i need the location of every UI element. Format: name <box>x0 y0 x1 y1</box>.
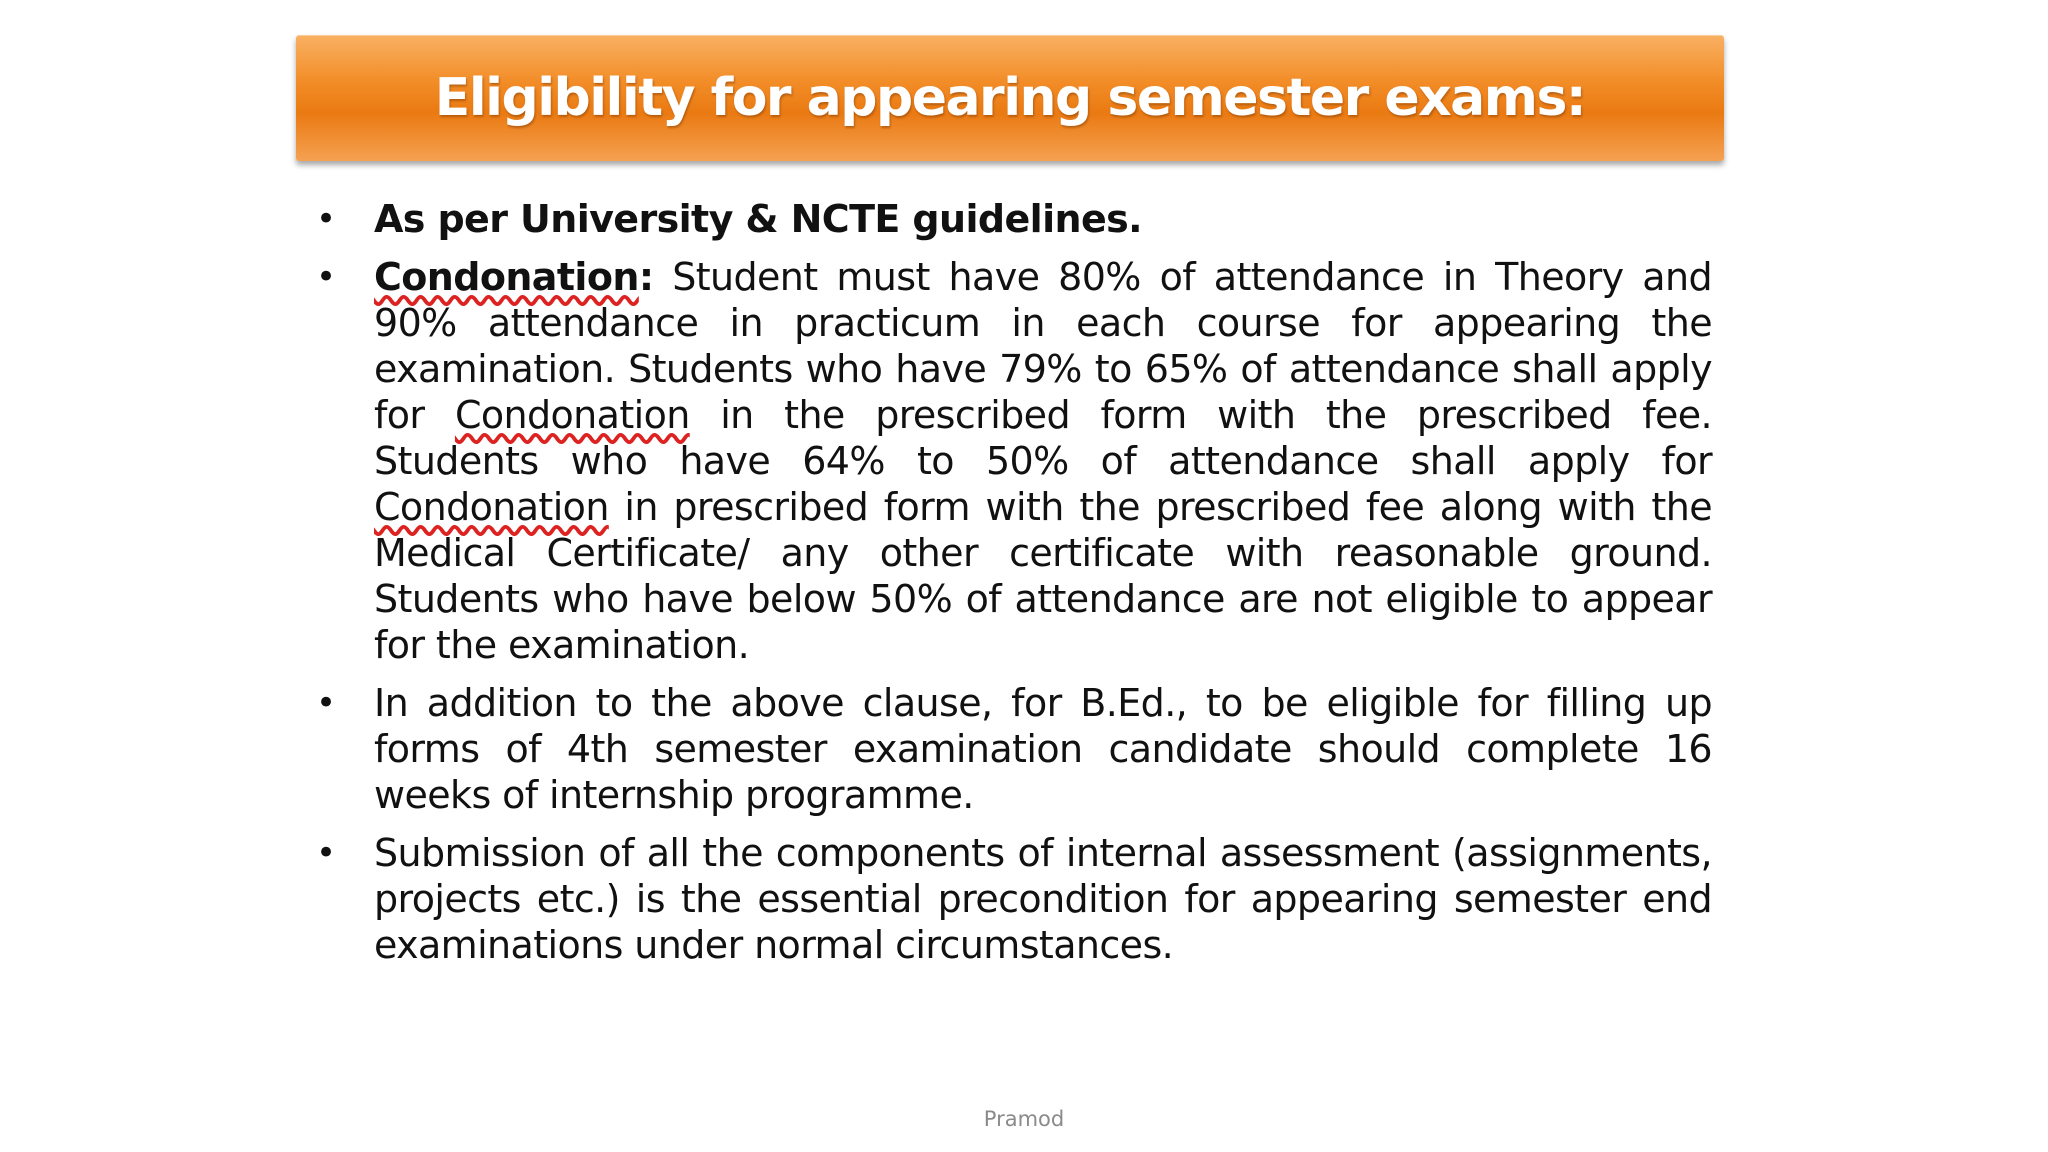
bullet-item <box>312 830 1712 968</box>
bullet-text <box>374 254 1712 668</box>
slide-title: Eligibility for appearing semester exams: <box>434 68 1586 128</box>
bullet-list <box>312 196 1712 980</box>
bullet-icon: • <box>316 257 336 297</box>
bullet-item <box>312 680 1712 818</box>
bullet-item <box>312 196 1712 242</box>
bullet-lead-term: Condonation <box>374 255 639 299</box>
footer-author: Pramod <box>983 1107 1065 1131</box>
title-banner <box>296 35 1724 161</box>
bullet-text: Submission of all the components of internal assessment (assignments, projects etc.) is the essential precondition for appearing semester end examinations under normal circumstances. <box>374 831 1712 967</box>
bullet-icon: • <box>316 833 336 873</box>
bullet-icon: • <box>316 199 336 239</box>
bullet-icon: • <box>316 683 336 723</box>
bullet-term: Condonation <box>454 393 690 437</box>
bullet-term: Condonation <box>374 485 609 529</box>
bullet-text-part: Student must have 80% of attendance in Theory and 90% attendance in practicum in each course for appearing the examination. Students who have 79% to 65% of attendance shall apply for <box>374 255 1712 437</box>
bullet-item <box>312 254 1712 668</box>
bullet-text: In addition to the above clause, for B.Ed., to be eligible for filling up forms of 4th semester examination candidate should complete 16 weeks of internship programme. <box>374 681 1712 817</box>
bullet-text-part: in prescribed form with the prescribed fee along with the Medical Certificate/ any other certificate with reasonable ground. Students who have below 50% of attendance are not eligible to appear for the examination. <box>374 485 1712 667</box>
bullet-text: As per University & NCTE guidelines. <box>374 197 1142 241</box>
bullet-lead-colon: : <box>638 255 654 299</box>
bullet-text-part: in the prescribed form with the prescribed fee. Students who have 64% to 50% of attendance shall apply for <box>374 393 1712 483</box>
